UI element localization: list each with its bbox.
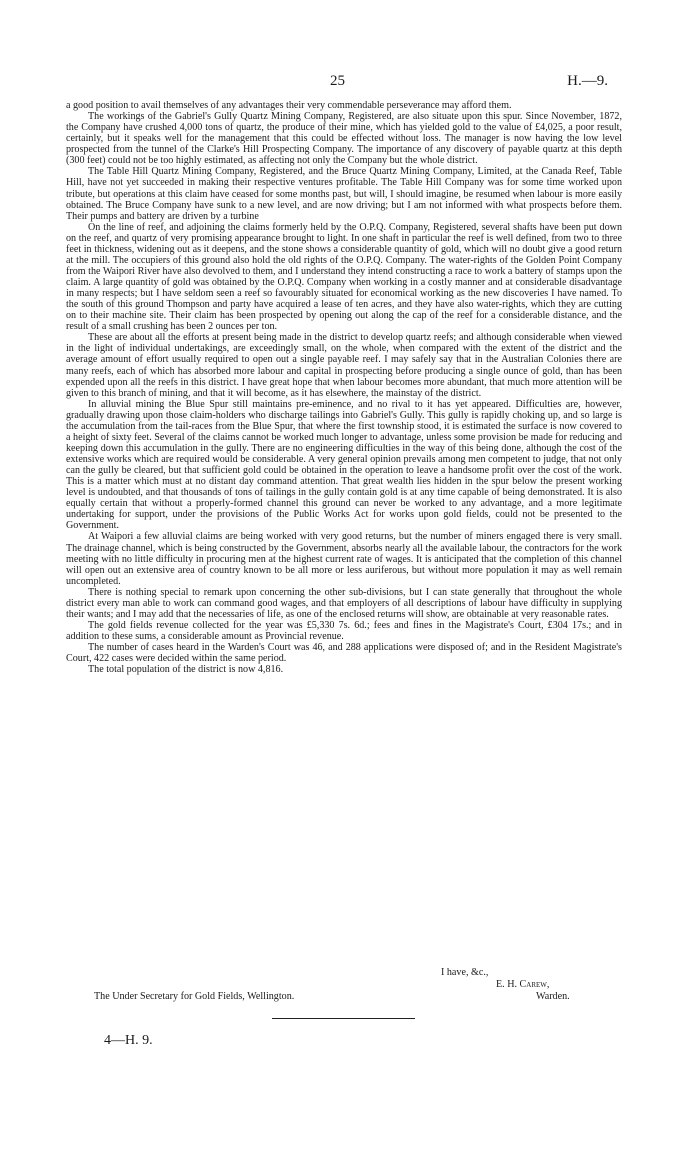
page-number: 25 [330,73,345,89]
paragraph: In alluvial mining the Blue Spur still maintains pre-eminence, and no rival to it has yet appeared. Difficulties are, however, gradually drawing upon those claim-holders who discharge tailings into Gabriel's Gully. This gully is rapidly choking up, and so large is the accumulation from the tail-races from the Blue Spur, that where the first township stood, it is estimated the surface is now covered to a height of sixty feet. Several of the claims cannot be worked much longer to advantage, unless some provision be made for reducing and keeping down this accumulation in the gully. There are no engineering difficulties in the way of this being done, although the cost of the extensive works which are required would be considerable. A very general opinion prevails among men competent to judge, that not only can the gully be cleared, but that sufficient gold could be obtained in the operation to leave a handsome profit over the cost of the work. This is a matter which must at no distant day command attention. That great wealth lies hidden in the spur below the present working level is undoubted, and that thousands of tons of tailings in the gully contain gold is at any time capable of being demonstrated. It is also equally certain that without a properly-formed channel this ground can never be worked to any advantage, and a more legitimate undertaking for support, under the provisions of the Public Works Act for works upon gold fields, could not be presented to the Government. [66,398,622,532]
paragraph: There is nothing special to remark upon concerning the other sub-divisions, but I can state generally that throughout the whole district every man able to work can command good wages, and that employers of all descriptions of labour have difficulty in supplying their wants; and I may add that the necessaries of life, as one of the enclosed returns will show, are obtainable at very reasonable rates. [66,586,622,620]
paragraph: These are about all the efforts at present being made in the district to develop quartz reefs; and although considerable when viewed in the light of individual undertakings, are exceedingly small, on the whole, when compared with the extent of the district and the average amount of effort usually required to open out a single payable reef. I may safely say that in the Australian Colonies there are many reefs, each of which has absorbed more labour and capital in prospecting before producing a single ounce of gold, than has been expended upon all the reefs in this district. I have great hope that when labour becomes more abundant, that much more attention will be given to this branch of mining, and that it will become, as it has elsewhere, the mainstay of the district. [66,332,622,399]
paragraph: The number of cases heard in the Warden's Court was 46, and 288 applications were disposed of; and in the Resident Magistrate's Court, 422 cases were decided within the same period. [66,642,622,665]
report-body [66,100,622,675]
signature: E. H. Carew, [496,979,550,990]
paragraph: The workings of the Gabriel's Gully Quartz Mining Company, Registered, are also situate upon this spur. Since November, 1872, the Company have crushed 4,000 tons of quartz, the produce of their mine, which has yielded gold to the value of £4,025, a poor result, certainly, but it speaks well for the management that this could be effected without loss. The manager is now having the low level prospected from the tunnel of the Clarke's Hill Prospecting Company. The importance of any discovery of payable quartz at this depth (300 feet) could not be too highly estimated, as affecting not only the Company but the whole district. [66,111,622,167]
footer-rule [272,1018,415,1019]
signatory-title: Warden. [536,991,570,1002]
salutation: I have, &c., [441,967,489,978]
footer-reference: 4—H. 9. [104,1033,153,1048]
paragraph: On the line of reef, and adjoining the claims formerly held by the O.P.Q. Company, Registered, several shafts have been put down on the reef, and quartz of very promising appearance brought to light. In one shaft in particular the reef is well defined, from two to three feet in thickness, widening out as it deepens, and the stone shows a considerable quantity of gold, which will no doubt give a good return at the mill. The occupiers of this ground also hold the old rights of the O.P.Q. Company. The water-rights of the Golden Point Company from the Waipori River have also devolved to them, and I understand they intend constructing a race to work a battery of stamps upon the claim. A large quantity of gold was obtained by the O.P.Q. Company when working in a costly manner and at considerable disadvantage in many respects; but I have seldom seen a reef so favourably situated for economical working as the new discoveries I have named. To the south of this ground Thompson and party have acquired a lease of ten acres, and they have also water-rights, which they are cutting on to their machine site. Their claim has been prospected by opening out along the cap of the reef for a considerable distance, and the result of a small crushing has been 2 ounces per ton. [66,221,622,333]
page-reference: H.—9. [567,73,608,89]
addressee: The Under Secretary for Gold Fields, Wellington. [94,991,295,1002]
paragraph: a good position to avail themselves of any advantages their very commendable perseverance may afford them. [66,100,512,111]
paragraph: The total population of the district is now 4,816. [88,664,284,676]
paragraph: The Table Hill Quartz Mining Company, Registered, and the Bruce Quartz Mining Company, Limited, at the Canada Reef, Table Hill, have not yet succeeded in making their respective ventures profitable. The Table Hill Company was for some time worked upon tribute, but operations at this claim have ceased for some months past, but will, I should imagine, be resumed when labour is more easily obtained. The Bruce Company have sunk to a new level, and are now driving; but I am not informed with what prospects before them. Their pumps and battery are driven by a turbine [66,166,622,222]
paragraph: The gold fields revenue collected for the year was £5,330 7s. 6d.; fees and fines in the Magistrate's Court, £304 17s.; and in addition to these sums, a considerable amount as Provincial revenue. [66,619,622,642]
paragraph: At Waipori a few alluvial claims are being worked with very good returns, but the number of miners engaged there is very small. The drainage channel, which is being constructed by the Government, absorbs nearly all the available labour, the contractors for the work meeting with no little difficulty in procuring men at the highest current rate of wages. It is anticipated that the completion of this channel will open out an extensive area of country known to be all more or less auriferous, but without more population it may as well remain uncompleted. [66,531,622,587]
